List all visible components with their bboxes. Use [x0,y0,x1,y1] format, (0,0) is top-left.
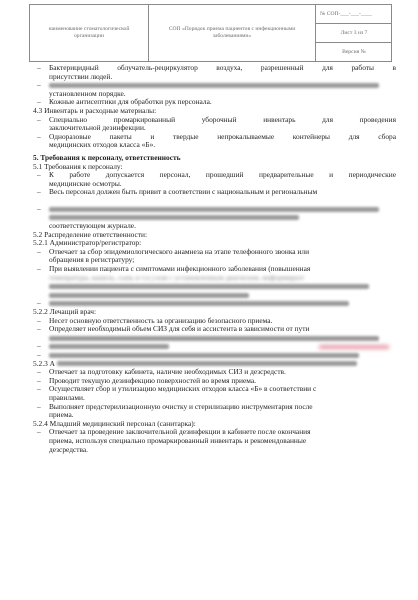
version-number: Версия № [316,43,392,62]
section-heading-5-2-4: 5.2.4 Младший медицинский персонал (санитарка): [33,418,196,428]
sheet-number: Лист 3 из 7 [316,24,392,43]
redacted-text [33,291,396,300]
list-item: – При выявлении пациента с симптомами инфекционного заболевания (повышенная [33,265,396,274]
list-item: – Весь персонал должен быть привит в соответствии с национальным и региональным [33,188,396,197]
list-item-continuation: установленном порядке. [49,88,126,98]
list-item-continuation: температура, кашель, сыпь и т.п.) или с установленным диагнозом, информирует [49,272,305,282]
section-heading-5-2-3-label: 5.2.3 А [33,358,55,368]
redacted-text [33,197,396,205]
redacted-list-item [33,205,396,214]
list-item: – Отвечает за подготовку кабинета, наличие необходимых СИЗ и дезсредств. [33,368,396,377]
list-item: – Бактерицидный облучатель-рециркулятор воздуха, разрешенный для работы в [33,64,396,73]
document-header-table [29,4,392,62]
redacted-list-item [33,342,396,351]
sop-number: № СОП-___-___-____ [316,5,392,24]
list-item: – К работе допускается персонал, прошедший предварительные и периодические [33,171,396,180]
sop-title: СОП «Порядок приема пациентов с инфекционными заболеваниями» [149,5,316,62]
list-item: – Одноразовые пакеты и твердые непрокалываемые контейнеры для сбора [33,133,396,142]
list-item-continuation: соответствующем журнале. [49,221,136,231]
list-item: – Проводит текущую дезинфекцию поверхностей во время приема. [33,377,396,386]
section-heading-5: 5. Требования к персоналу, ответственность [33,152,181,162]
list-item-continuation: заключительной дезинфекции. [49,123,146,133]
list-item: – Выполняет предстерилизационную очистку и стерилизацию инструментария после [33,403,396,412]
redacted-text [33,334,396,343]
redacted-text [33,282,396,291]
list-item: – Отвечает за проведение заключительной дезинфекции в кабинете после окончания [33,428,396,437]
list-item: – Осуществляет сбор и утилизацию медицинских отходов класса «Б» в соответствии с [33,385,396,394]
list-item-continuation: дезсредства. [49,444,88,454]
redacted-list-item [33,351,396,360]
list-item: – Отвечает за сбор эпидемиологического анамнеза на этапе телефонного звонка или [33,248,396,257]
section-heading-5-2-2: 5.2.2 Лечащий врач: [33,307,97,317]
list-item: – Специально промаркированный уборочный инвентарь для проведения [33,116,396,125]
organization-name: наименование стоматологической организации [30,5,149,62]
list-item-continuation: приема, используя специально промаркированный инвентарь и рекомендованные [49,435,307,445]
list-item-continuation: обращения в регистратуру; [49,255,135,265]
section-heading-5-1: 5.1 Требования к персоналу: [33,161,123,171]
list-item-continuation: медицинские осмотры. [49,178,122,188]
list-item-continuation: правилами. [49,392,85,402]
list-item-continuation: присутствии людей. [49,71,113,81]
list-item: – Кожные антисептики для обработки рук персонала. [33,98,396,107]
section-heading-5-2-1: 5.2.1 Администратор/регистратор: [33,238,142,248]
list-item-continuation: приема. [49,410,74,420]
list-item: – Определяет необходимый объем СИЗ для себя и ассистента в зависимости от пути [33,325,396,334]
document-body [33,64,396,454]
list-item: – Несет основную ответственность за организацию безопасного приема. [33,317,396,326]
list-item-continuation: медицинских отходов класса «Б». [49,140,156,150]
section-heading-4-3: 4.3 Инвентарь и расходные материалы: [33,105,157,115]
section-heading-5-2: 5.2 Распределение ответственности: [33,229,148,239]
